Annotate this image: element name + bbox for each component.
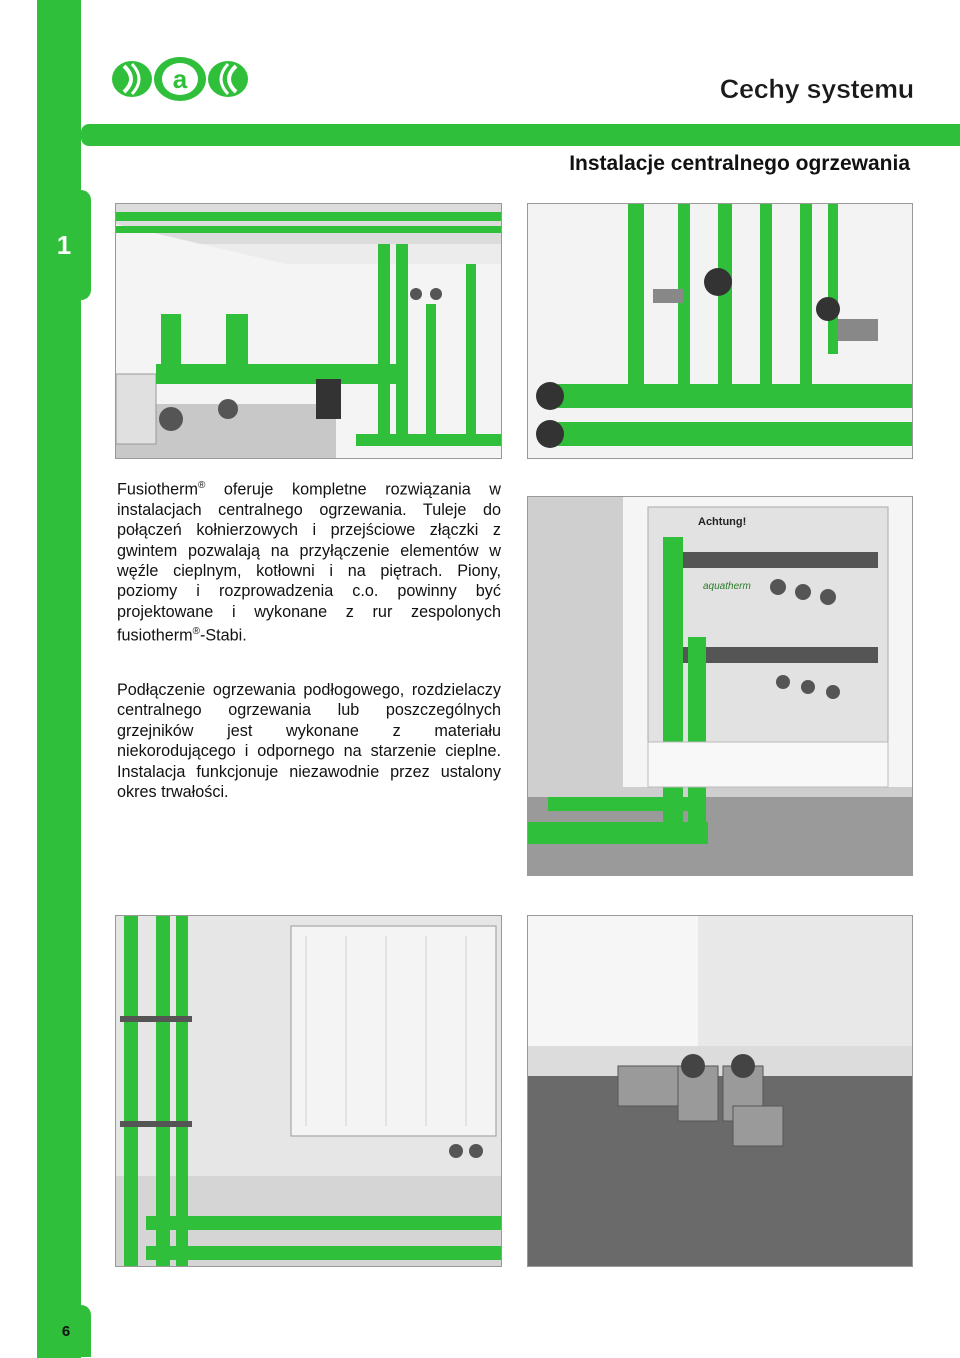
- chapter-tab: [37, 190, 91, 300]
- logo-letter: a: [172, 64, 188, 94]
- brand-name: Fusiotherm: [117, 480, 198, 499]
- photo-radiator-connection: [115, 915, 502, 1267]
- photo-manifold-cabinet: [527, 496, 913, 876]
- intro-paragraph: [117, 476, 501, 646]
- photo-radiator-valves: [527, 915, 913, 1267]
- header-pipe-bar: [81, 124, 960, 146]
- aquatherm-logo-icon: [110, 56, 250, 102]
- chapter-number: 1: [56, 229, 72, 260]
- page-number: 6: [61, 1322, 71, 1340]
- intro-paragraph-end: -Stabi.: [199, 626, 247, 645]
- registered-mark: ®: [192, 626, 200, 638]
- photo-pipe-distribution: [527, 203, 913, 459]
- registered-mark: ®: [197, 480, 206, 491]
- section-title: Cechy systemu: [719, 74, 914, 104]
- page-number-tab: [41, 1305, 91, 1357]
- page-subtitle: Instalacje centralnego ogrzewania: [569, 152, 910, 175]
- second-paragraph: Podłączenie ogrzewania podłogowego, rozdzielaczy centralnego ogrzewania lub poszczególnych grzejników jest wykonane z materiału niekorodującego i odpornego na starzenie cieplne. Instalacja funkcjonuje niezawodnie przez ustalony okres trwałości.: [117, 681, 501, 802]
- manifold-brand-label: aquatherm: [703, 581, 751, 592]
- manifold-warning-label: Achtung!: [698, 516, 747, 528]
- intro-paragraph-text: oferuje kompletne rozwiązania w instalacjach centralnego ogrzewania. Tuleje do połączeń kołnierzowych i przejściowe złączki z gwintem pozwalają na przyłączenie elementów w węźle cieplnym, kotłowni i na piętrach. Piony, poziomy i rozprowadzenia c.o. powinny być projektowane i wykonane z rur zespolonych fusiotherm: [117, 480, 501, 645]
- photo-boiler-room: [115, 203, 502, 459]
